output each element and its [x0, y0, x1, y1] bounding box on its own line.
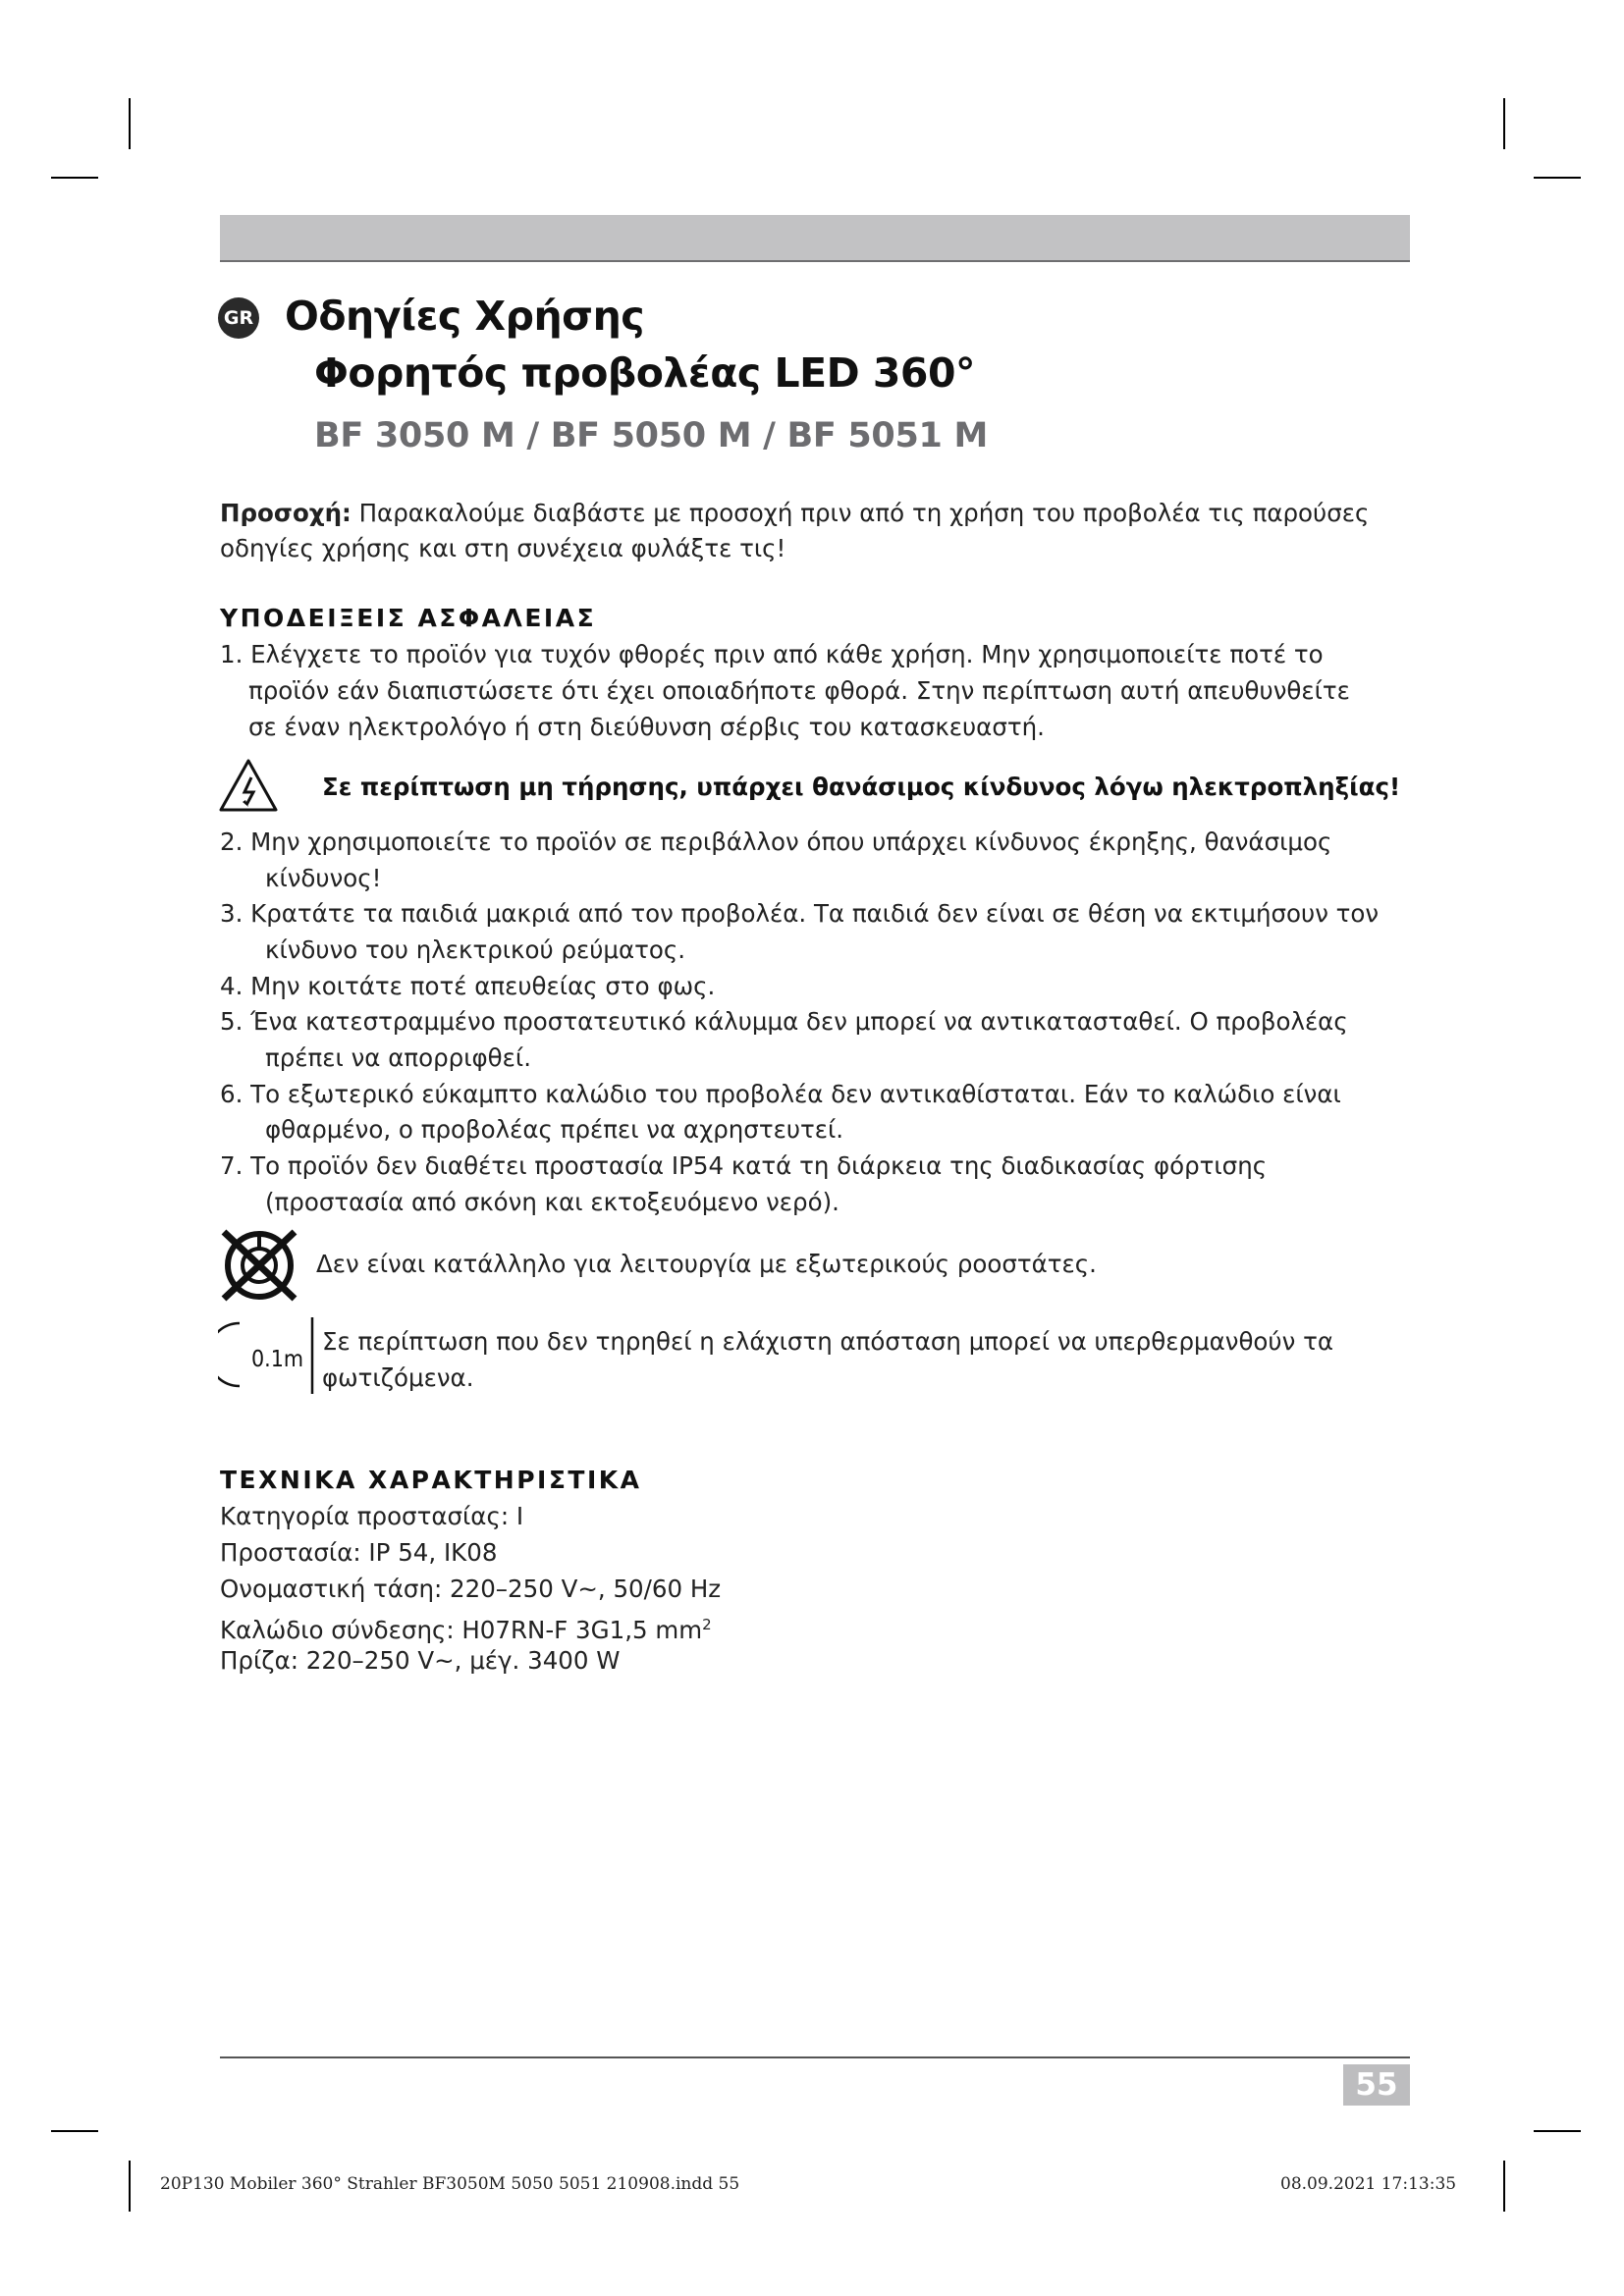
notice-text: Παρακαλούμε διαβάστε με προσοχή πριν από τη χρήση του προβολέα τις παρούσες: [351, 499, 1370, 527]
spec-voltage: Ονομαστική τάση: 220–250 V~, 50/60 Hz: [220, 1575, 722, 1603]
crop-mark: [129, 2161, 131, 2212]
crop-mark: [1503, 2161, 1505, 2212]
safety-item-2: 2. Μην χρησιμοποιείτε το προϊόν σε περιβάλλον όπου υπάρχει κίνδυνος έκρηξης, θανάσιμος: [220, 828, 1332, 856]
spec-protection-class: Κατηγορία προστασίας: I: [220, 1502, 524, 1530]
header-bar: [220, 215, 1410, 262]
safety-heading: ΥΠΟΔΕΙΞΕΙΣ ΑΣΦΑΛΕΙΑΣ: [220, 604, 597, 632]
safety-item-6-cont: φθαρμένο, ο προβολέας πρέπει να αχρηστευτεί.: [265, 1115, 844, 1144]
language-badge: GR: [218, 297, 259, 339]
print-slug-file: 20P130 Mobiler 360° Strahler BF3050M 5050 5051 210908.indd 55: [160, 2174, 740, 2194]
electric-shock-warning: Σε περίπτωση μη τήρησης, υπάρχει θανάσιμος κίνδυνος λόγω ηλεκτροπληξίας!: [322, 773, 1401, 801]
spec-cable-superscript: 2: [702, 1616, 712, 1633]
safety-item-3-cont: κίνδυνο του ηλεκτρικού ρεύματος.: [265, 935, 686, 964]
crop-mark: [1534, 177, 1581, 179]
print-slug-timestamp: 08.09.2021 17:13:35: [1280, 2174, 1457, 2194]
safety-item-5: 5. Ένα κατεστραμμένο προστατευτικό κάλυμμα δεν μπορεί να αντικατασταθεί. Ο προβολέας: [220, 1007, 1348, 1036]
model-numbers: BF 3050 M / BF 5050 M / BF 5051 M: [314, 416, 988, 455]
safety-item-3: 3. Κρατάτε τα παιδιά μακριά από τον προβολέα. Τα παιδιά δεν είναι σε θέση να εκτιμήσουν τον: [220, 899, 1380, 928]
specs-heading: ΤΕΧΝΙΚΑ ΧΑΡΑΚΤΗΡΙΣΤΙΚΑ: [220, 1466, 642, 1494]
spec-cable-text: Καλώδιο σύνδεσης: H07RN-F 3G1,5 mm: [220, 1616, 703, 1645]
safety-item-7-cont: (προστασία από σκόνη και εκτοξευόμενο νερό).: [265, 1188, 839, 1216]
safety-item-5-cont: πρέπει να απορριφθεί.: [265, 1043, 531, 1072]
electric-hazard-icon: [218, 758, 279, 813]
safety-item-4: 4. Μην κοιτάτε ποτέ απευθείας στο φως.: [220, 972, 716, 1000]
safety-item-1: 1. Ελέγχετε το προϊόν για τυχόν φθορές πριν από κάθε χρήση. Μην χρησιμοποιείτε ποτέ το: [220, 640, 1324, 668]
page-number: 55: [1343, 2064, 1410, 2106]
notice-label: Προσοχή:: [220, 499, 352, 527]
product-title: Φορητός προβολέας LED 360°: [314, 349, 975, 397]
crop-mark: [1503, 98, 1505, 149]
safety-item-6: 6. Το εξωτερικό εύκαμπτο καλώδιο του προβολέα δεν αντικαθίσταται. Εάν το καλώδιο είναι: [220, 1080, 1341, 1108]
safety-item-7: 7. Το προϊόν δεν διαθέτει προστασία IP54 κατά τη διάρκεια της διαδικασίας φόρτισης: [220, 1151, 1268, 1180]
spec-socket: Πρίζα: 220–250 V~, μέγ. 3400 W: [220, 1646, 621, 1675]
dimmer-note: Δεν είναι κατάλληλο για λειτουργία με εξωτερικούς ροοστάτες.: [316, 1250, 1097, 1278]
safety-item-1-cont: σε έναν ηλεκτρολόγο ή στη διεύθυνση σέρβις του κατασκευαστή.: [248, 713, 1045, 741]
distance-icon-label: 0.1m: [251, 1347, 304, 1372]
page-title: Οδηγίες Χρήσης: [285, 293, 645, 340]
distance-note-cont: φωτιζόμενα.: [322, 1363, 474, 1392]
safety-item-2-cont: κίνδυνος!: [265, 864, 382, 892]
notice-text-line2: οδηγίες χρήσης και στη συνέχεια φυλάξτε τις!: [220, 534, 786, 562]
crop-mark: [1534, 2130, 1581, 2132]
crop-mark: [129, 98, 131, 149]
safety-item-1-cont: προϊόν εάν διαπιστώσετε ότι έχει οποιαδήποτε φθορά. Στην περίπτωση αυτή απευθυνθείτε: [248, 676, 1350, 705]
footer-rule: [220, 2056, 1410, 2058]
crop-mark: [51, 2130, 98, 2132]
distance-note: Σε περίπτωση που δεν τηρηθεί η ελάχιστη απόσταση μπορεί να υπερθερμανθούν τα: [322, 1327, 1333, 1356]
notice-paragraph: [220, 496, 1369, 532]
no-dimmer-icon: [218, 1227, 300, 1304]
crop-mark: [51, 177, 98, 179]
spec-protection: Προστασία: IP 54, IK08: [220, 1538, 498, 1567]
minimum-distance-icon: [218, 1315, 316, 1396]
